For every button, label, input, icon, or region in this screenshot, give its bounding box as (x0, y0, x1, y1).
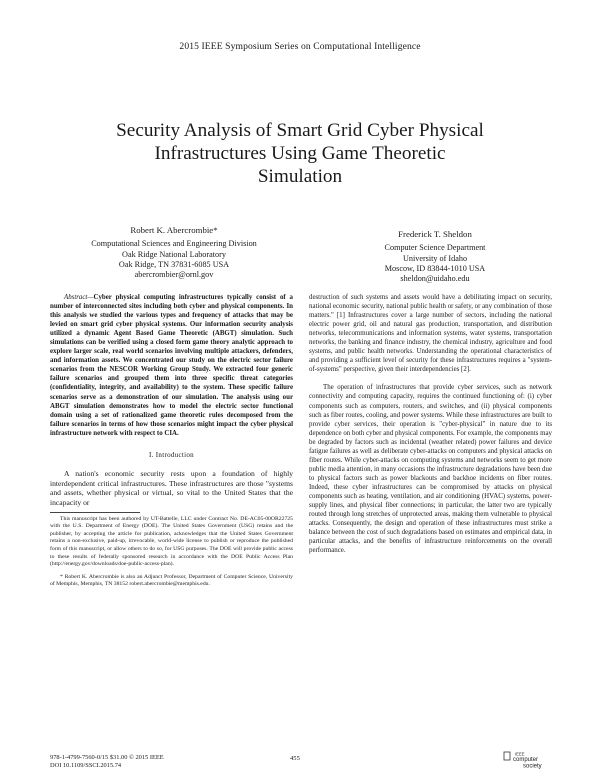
left-column (50, 293, 293, 589)
author-block-1 (64, 225, 284, 280)
body-paragraph: destruction of such systems and assets would have a debilitating impact on security, national economic security, national public health or safety, or any combination of those matters." [1] Infrastructures cover a large number of sectors, including the national electric power grid, oil and natural gas production, transportation, and distribution networks, telecommunications and information systems, water systems, transportation networks, the banking and finance industry, the chemical industry, agriculture and food systems, and public health networks. Understanding the operational characteristics of and providing a sufficient level of security for these infrastructures requires a "system-of-systems" perspective, given their interdependencies [2]. (309, 294, 552, 374)
abstract (50, 293, 293, 438)
author-name: Frederick T. Sheldon (398, 229, 472, 239)
computer-society-logo-icon (503, 749, 553, 771)
author-name: Robert K. Abercrombie* (130, 225, 218, 235)
page-number: 455 (290, 755, 300, 762)
doi-line: DOI 10.1109/SSCI.2015.74 (50, 762, 122, 770)
svg-text:computer: computer (513, 757, 539, 763)
right-column (309, 293, 552, 555)
intro-paragraph: A nation's economic security rests upon a foundation of highly interdependent critical infrastructures. These infrastructures are those "systems and assets, whether physical or virtual, so vital to the United States that the incapacity or (50, 468, 293, 507)
computer-society-logo (503, 749, 553, 771)
svg-text:IEEE: IEEE (515, 751, 525, 757)
footnote-rule (50, 512, 140, 513)
author-block-2 (320, 229, 550, 284)
copyright-line: 978-1-4799-7560-0/15 $31.00 © 2015 IEEE (50, 754, 164, 761)
author-affiliation: University of Idaho (402, 253, 468, 263)
paper-title (60, 119, 540, 188)
author-affiliation: Computational Sciences and Engineering Division (91, 239, 257, 249)
title-line: Simulation (257, 166, 343, 187)
title-line: Infrastructures Using Game Theoretic (154, 143, 446, 164)
svg-text:society: society (523, 763, 542, 770)
author-email: sheldon@uidaho.edu (400, 274, 470, 284)
abstract-text: Cyber physical computing infrastructures typically consist of a number of interconnected sites including both cyber and physical components. In this analysis we studied the various types and frequency of attacks that may be levied on smart grid cyber physical systems. Our information security analysis utilized a dynamic Agent Based Game Theoretic (ABGT) simulation. Such simulations can be verified using a closed form game theory analytic approach to explore larger scale, real world scenarios involving multiple attackers, defenders, and information assets. We concentrated our study on the electric sector failure scenarios from the NESCOR Working Group Study. We extracted four generic failure scenarios and grouped them into three specific threat categories (confidentiality, integrity, and availability) to the system. These specific failure scenarios serve as a demonstration of our simulation. The analysis using our ABGT simulation demonstrates how to model the electric sector functional domain using a set of rationalized game theoretic rules decomposed from the failure scenarios in terms of how those scenarios might impact the cyber physical infrastructure network with respect to CIA. (50, 294, 293, 437)
author-address: Oak Ridge, TN 37831-6085 USA (118, 259, 230, 269)
footer-copyright (50, 754, 164, 771)
abstract-label: Abstract— (64, 294, 94, 301)
author-address: Moscow, ID 83844-1010 USA (384, 263, 486, 273)
footnote: * Robert K. Abercrombie is also an Adjunct Professor, Department of Computer Science, University of Memphis, Memphis, TN 38152 robert.abercrombie@memphis.edu. (50, 573, 293, 588)
title-line: Security Analysis of Smart Grid Cyber Physical (116, 120, 484, 141)
author-affiliation: Computer Science Department (384, 243, 486, 253)
conference-header: 2015 IEEE Symposium Series on Computational Intelligence (179, 41, 421, 52)
author-affiliation: Oak Ridge National Laboratory (122, 249, 226, 259)
section-heading: I. Introduction (149, 450, 194, 459)
body-paragraph: The operation of infrastructures that provide cyber services, such as network connectivity and computing capacity, requires the continued functioning of: (i) cyber components such as computers, routers, and switches, and (ii) physical components such as fiber routes, cooling, and power systems. While these infrastructures are built to provide cyber services, their operation is "cyber-physical" in nature due to its dependence on both cyber and physical components. For example, the components may be degraded by factors such as incidental (weather related) power failures and device fatigue failures as well as deliberate cyber-attacks on computers and physical attacks on fiber routes. While cyber-attacks on computing systems and networks seem to get more public media attention, in many occasions the infrastructure degradations have been due to physical factors such as power blackouts and backhoe incidents on fiber routes. Indeed, these cyber infrastructures can be compromised by attacks on physical components such as heating, ventilation, and air conditioning (HVAC) systems, power-supply lines, and physical fiber connections; in particular, the latter two are typically routed through long stretches of unprotected areas, making them vulnerable to physical attacks. Consequently, the design and operation of these infrastructures must strike a balance between the cost of such degradations based on estimates and empirical data, in particular attacks, and the benefits of infrastructure reinforcements on the overall performance. (309, 384, 553, 555)
footnote: This manuscript has been authored by UT-Battelle, LLC under Contract No. DE-AC05-00OR22725 with the U.S. Department of Energy (DOE). The United States Government (USG) retains and the publisher, by accepting the article for publication, acknowledges that the United States Government retains a non-exclusive, paid-up, irrevocable, world-wide license to publish or reproduce the published form of this manuscript, or allow others to do so, for USG purposes. The DOE will provide public access to these results of federally sponsored research in accordance with the DOE Public Access Plan (http://energy.gov/downloads/doe-public-access-plan). (50, 515, 293, 568)
author-email: abercrombier@ornl.gov (134, 270, 214, 280)
